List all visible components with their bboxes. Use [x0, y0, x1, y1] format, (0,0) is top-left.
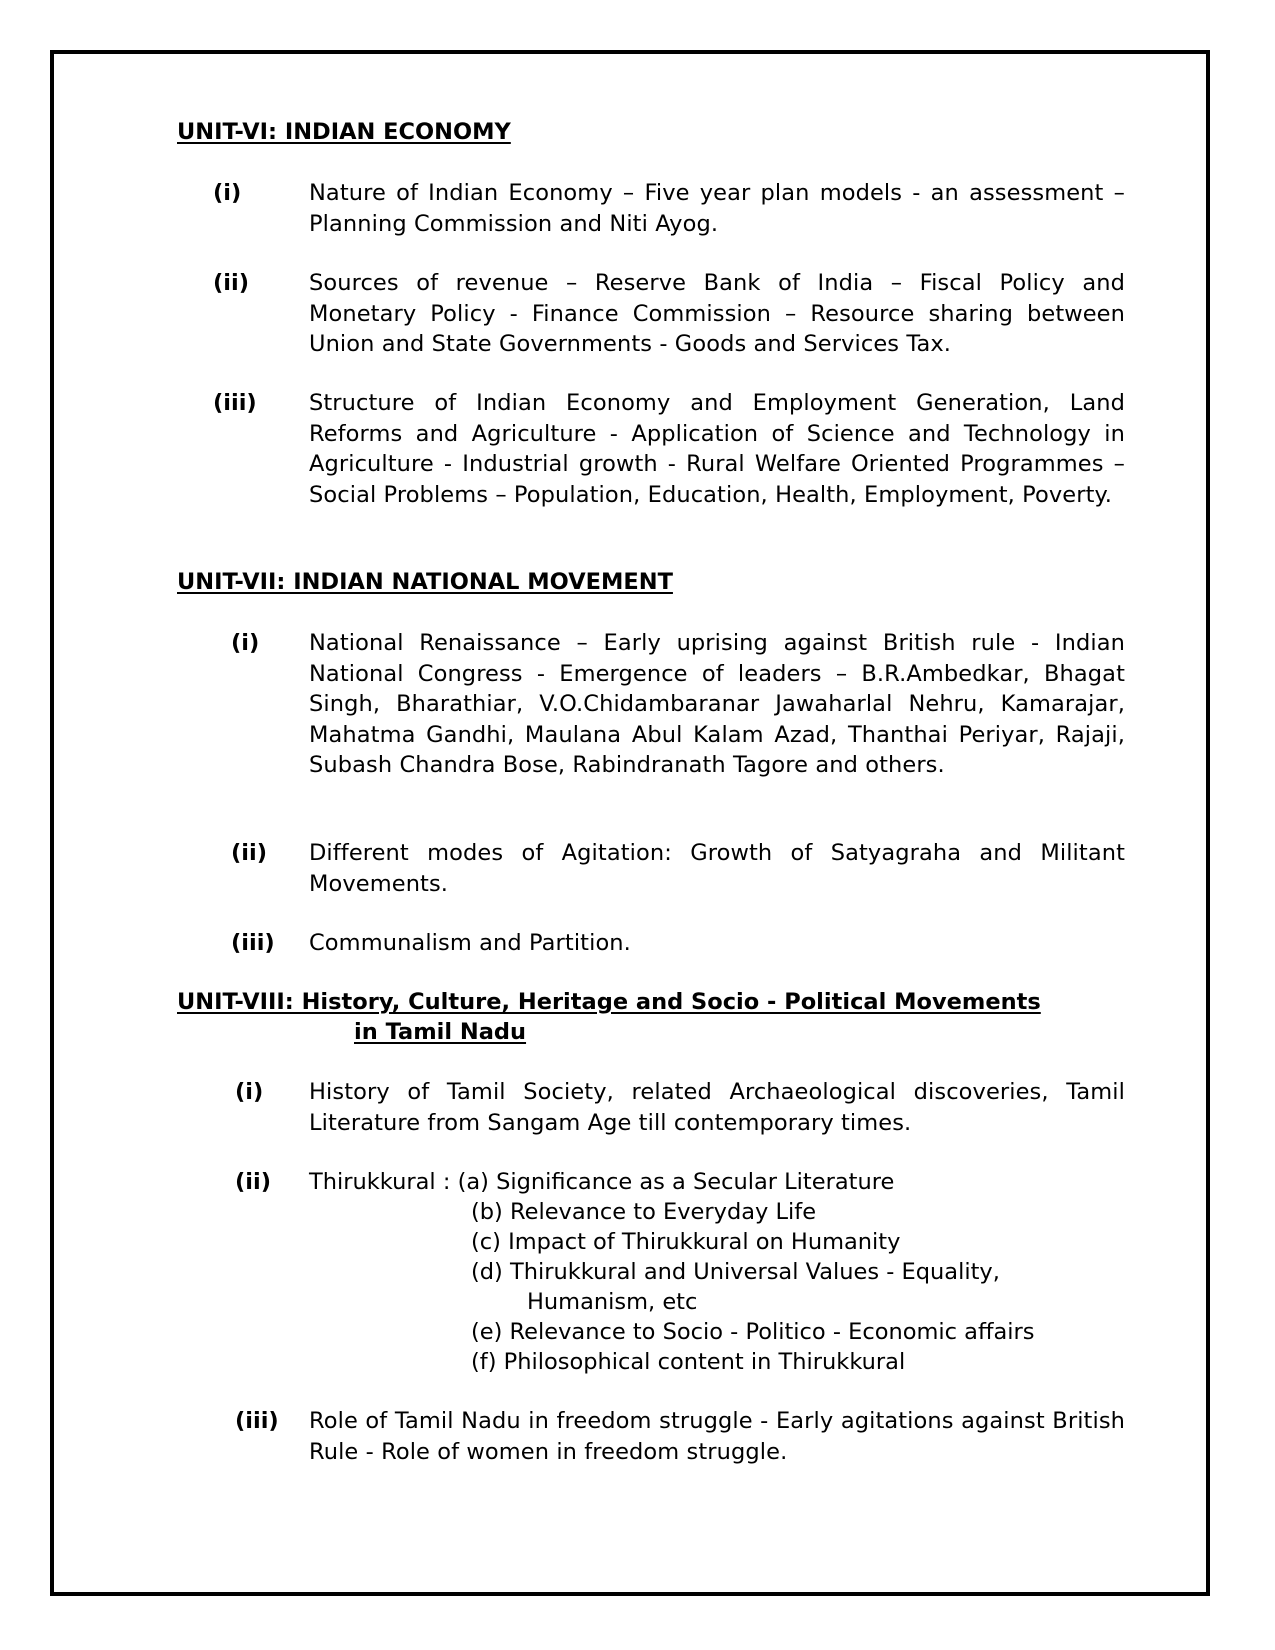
unit-8-item-1-text: History of Tamil Society, related Archaeological discoveries, Tamil Literature from Sangam Age till contemporary times. — [309, 1079, 1125, 1136]
unit-8-title — [177, 987, 1041, 1047]
unit-6-item-3-text: Structure of Indian Economy and Employment Generation, Land Reforms and Agriculture - Application of Science and Technology in Agriculture - Industrial growth - Rural Welfare Oriented Programmes – Social Problems – Population, Education, Health, Employment, Poverty. — [309, 390, 1125, 508]
unit-8-title-line-1: UNIT-VIII: History, Culture, Heritage and Socio - Political Movements — [177, 989, 1041, 1015]
unit-6-item-1-number: (i) — [213, 180, 242, 206]
thirukkural-subitem-b: (b) Relevance to Everyday Life — [471, 1199, 817, 1225]
unit-6-item-3-number: (iii) — [213, 390, 257, 416]
unit-6-item-2-text: Sources of revenue – Reserve Bank of India – Fiscal Policy and Monetary Policy - Finance Commission – Resource sharing between Union and State Governments - Goods and Services Tax. — [309, 270, 1125, 357]
unit-6-title: UNIT-VI: INDIAN ECONOMY — [177, 119, 511, 145]
unit-7-item-3-text: Communalism and Partition. — [309, 930, 631, 956]
unit-7-item-2-text: Different modes of Agitation: Growth of Satyagraha and Militant Movements. — [309, 840, 1125, 897]
unit-7-item-1-number: (i) — [231, 630, 260, 656]
unit-8-item-3-number: (iii) — [235, 1408, 279, 1434]
thirukkural-subitem-f: (f) Philosophical content in Thirukkural — [471, 1349, 906, 1375]
unit-8-item-3-text: Role of Tamil Nadu in freedom struggle - Early agitations against British Rule - Role of women in freedom struggle. — [309, 1408, 1125, 1465]
unit-7-item-3-number: (iii) — [231, 930, 275, 956]
unit-7-item-1-text: National Renaissance – Early uprising against British rule - Indian National Congress - Emergence of leaders – B.R.Ambedkar, Bhagat Singh, Bharathiar, V.O.Chidambaranar Jawaharlal Nehru, Kamarajar, Mahatma Gandhi, Maulana Abul Kalam Azad, Thanthai Periyar, Rajaji, Subash Chandra Bose, Rabindranath Tagore and others. — [309, 630, 1125, 778]
unit-8-item-1-number: (i) — [235, 1079, 264, 1105]
unit-7-item-2-number: (ii) — [231, 840, 267, 866]
unit-6-item-1-text: Nature of Indian Economy – Five year plan models - an assessment – Planning Commission and Niti Ayog. — [309, 180, 1125, 237]
thirukkural-subitem-d: (d) Thirukkural and Universal Values - Equality, — [471, 1259, 1000, 1285]
thirukkural-lead: Thirukkural : (a) Significance as a Secular Literature — [309, 1169, 895, 1195]
unit-7-title: UNIT-VII: INDIAN NATIONAL MOVEMENT — [177, 569, 673, 595]
unit-8-item-2-number: (ii) — [235, 1169, 271, 1195]
unit-8-title-line-2: in Tamil Nadu — [354, 1019, 527, 1045]
unit-6-item-2-number: (ii) — [213, 270, 249, 296]
thirukkural-subitem-d-cont: Humanism, etc — [527, 1289, 698, 1315]
thirukkural-subitem-c: (c) Impact of Thirukkural on Humanity — [471, 1229, 901, 1255]
thirukkural-subitem-e: (e) Relevance to Socio - Politico - Economic affairs — [471, 1319, 1035, 1345]
